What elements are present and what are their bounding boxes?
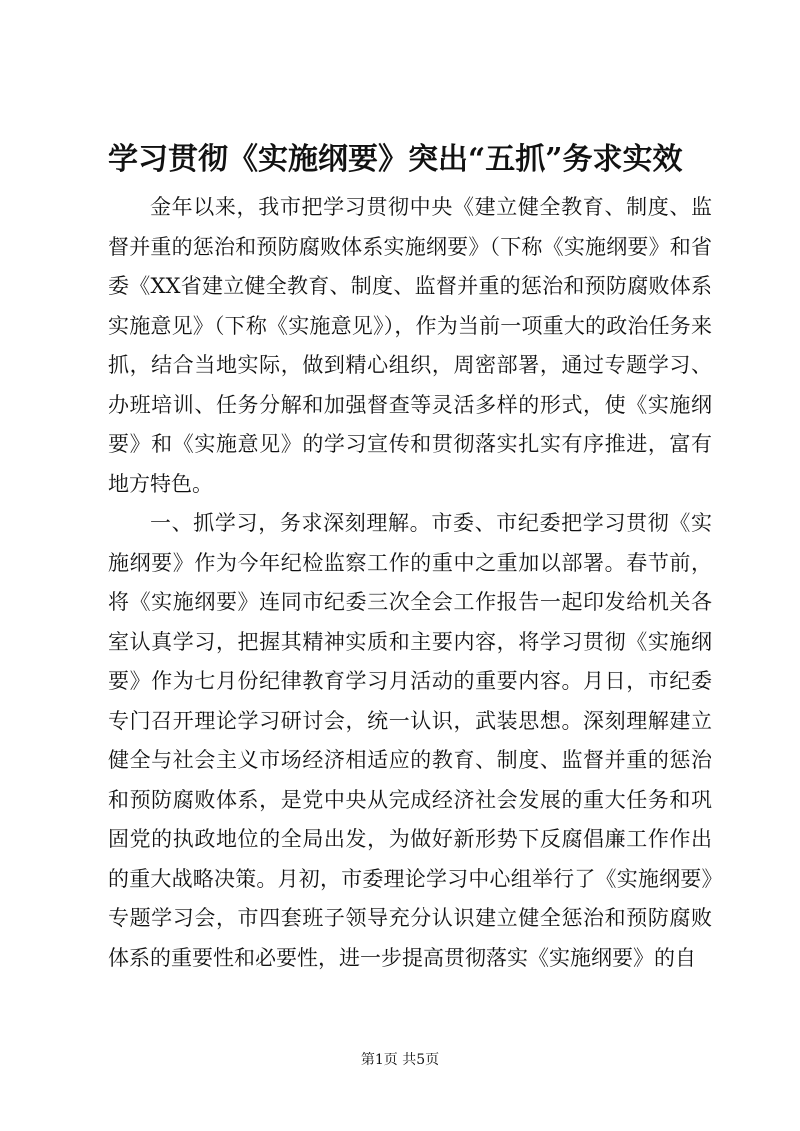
document-body: [108, 188, 712, 978]
document-title: 学习贯彻《实施纲要》突出“五抓”务求实效: [108, 142, 683, 177]
paragraph-intro: 金年以来，我市把学习贯彻中央《建立健全教育、制度、监督并重的惩治和预防腐败体系实施纲要》（下称《实施纲要》和省委《XX省建立健全教育、制度、监督并重的惩治和预防腐败体系实施意见》（下称《实施意见》），作为当前一项重大的政治任务来抓，结合当地实际，做到精心组织，周密部署，通过专题学习、办班培训、任务分解和加强督查等灵活多样的形式，使《实施纲要》和《实施意见》的学习宣传和贯彻落实扎实有序推进，富有地方特色。: [108, 195, 712, 496]
paragraph-section-1: 一、抓学习，务求深刻理解。市委、市纪委把学习贯彻《实施纲要》作为今年纪检监察工作的重中之重加以部署。春节前，将《实施纲要》连同市纪委三次全会工作报告一起印发给机关各室认真学习，把握其精神实质和主要内容，将学习贯彻《实施纲要》作为七月份纪律教育学习月活动的重要内容。月日，市纪委专门召开理论学习研讨会，统一认识，武装思想。深刻理解建立健全与社会主义市场经济相适应的教育、制度、监督并重的惩治和预防腐败体系，是党中央从完成经济社会发展的重大任务和巩固党的执政地位的全局出发，为做好新形势下反腐倡廉工作作出的重大战略决策。月初，市委理论学习中心组举行了《实施纲要》专题学习会，市四套班子领导充分认识建立健全惩治和预防腐败体系的重要性和必要性，进一步提高贯彻落实《实施纲要》的自: [108, 511, 712, 970]
page-footer: 第1页 共5页: [360, 1052, 440, 1068]
